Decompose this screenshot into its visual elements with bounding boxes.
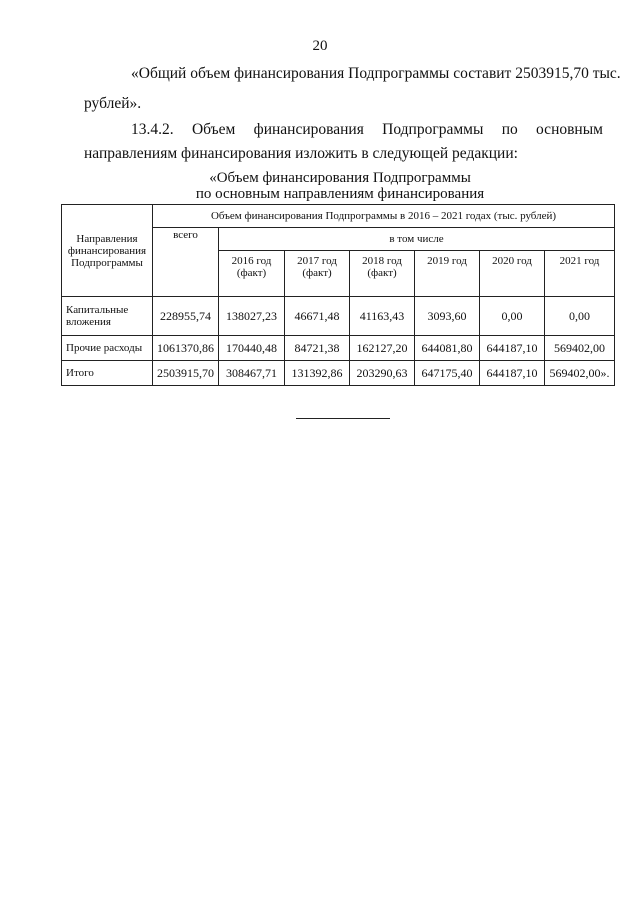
header-year: 2017 год (факт) — [285, 251, 350, 297]
paragraph-2-word: финансирования — [253, 121, 364, 138]
page-number: 20 — [312, 38, 328, 54]
table-title-line-2: по основным направлениям финансирования — [195, 186, 485, 202]
header-total: всего — [153, 228, 219, 297]
header-direction: Направления финансирования Подпрограммы — [62, 205, 153, 297]
row-value: 0,00 — [480, 297, 545, 336]
header-volume: Объем финансирования Подпрограммы в 2016 – 2021 годах (тыс. рублей) — [153, 205, 615, 228]
row-value: 3093,60 — [415, 297, 480, 336]
row-value: 644187,10 — [480, 361, 545, 386]
financing-table — [61, 204, 615, 386]
table-row — [62, 361, 615, 386]
row-value: 138027,23 — [219, 297, 285, 336]
header-including: в том числе — [219, 228, 615, 251]
row-label: Итого — [62, 361, 153, 386]
row-value: 308467,71 — [219, 361, 285, 386]
row-value: 84721,38 — [285, 336, 350, 361]
paragraph-2-line-2: направлениям финансирования изложить в следующей редакции: — [84, 145, 518, 162]
row-total: 1061370,86 — [153, 336, 219, 361]
row-value: 131392,86 — [285, 361, 350, 386]
paragraph-2-word: по — [501, 121, 518, 138]
row-value: 41163,43 — [350, 297, 415, 336]
row-value: 203290,63 — [350, 361, 415, 386]
row-value: 170440,48 — [219, 336, 285, 361]
paragraph-1-line-1: «Общий объем финансирования Подпрограммы составит 2503915,70 тыс. — [131, 65, 621, 82]
table-row — [62, 297, 615, 336]
paragraph-2-word: основным — [536, 121, 603, 138]
header-year: 2016 год (факт) — [219, 251, 285, 297]
row-value: 569402,00 — [545, 336, 615, 361]
separator-line — [296, 418, 390, 419]
row-value: 647175,40 — [415, 361, 480, 386]
row-label: Капитальные вложения — [62, 297, 153, 336]
row-value: 644081,80 — [415, 336, 480, 361]
table-row — [62, 336, 615, 361]
table-title — [0, 170, 640, 202]
row-value: 162127,20 — [350, 336, 415, 361]
row-total: 2503915,70 — [153, 361, 219, 386]
header-year: 2020 год — [480, 251, 545, 297]
paragraph-2-word: Подпрограммы — [382, 121, 484, 138]
header-year: 2021 год — [545, 251, 615, 297]
row-value: 569402,00». — [545, 361, 615, 386]
row-label: Прочие расходы — [62, 336, 153, 361]
row-value: 644187,10 — [480, 336, 545, 361]
paragraph-1-line-2: рублей». — [84, 95, 142, 112]
row-value: 0,00 — [545, 297, 615, 336]
table-header-row — [62, 205, 615, 228]
paragraph-2-word: 13.4.2. — [131, 121, 174, 138]
table-title-line-1: «Объем финансирования Подпрограммы — [209, 170, 471, 186]
header-year: 2018 год (факт) — [350, 251, 415, 297]
row-total: 228955,74 — [153, 297, 219, 336]
paragraph-2-line-1 — [131, 120, 603, 140]
row-value: 46671,48 — [285, 297, 350, 336]
header-year: 2019 год — [415, 251, 480, 297]
paragraph-2-word: Объем — [191, 121, 236, 138]
